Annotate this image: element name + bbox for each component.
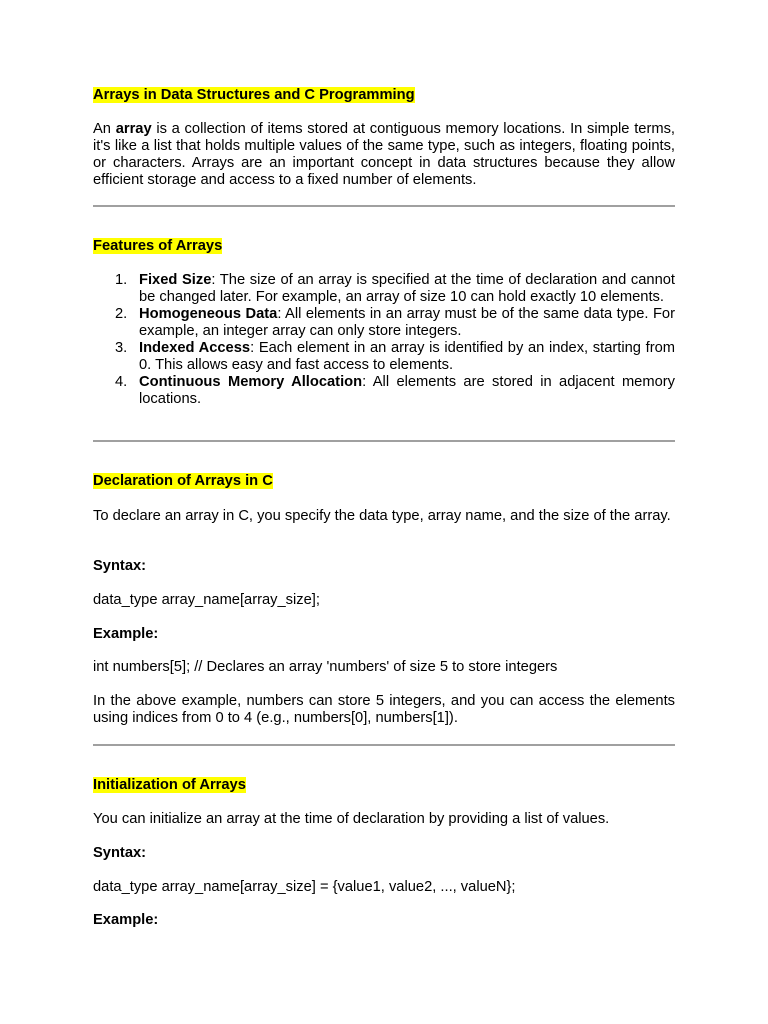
feature-term: Indexed Access	[139, 340, 251, 356]
divider-3	[93, 744, 675, 746]
syntax-code: data_type array_name[array_size];	[93, 592, 320, 608]
feature-item-fixed-size	[93, 272, 675, 306]
section-heading-initialization-text: Initialization of Arrays	[93, 777, 246, 793]
section-heading-initialization	[93, 777, 246, 794]
intro-bold-term: array	[115, 121, 152, 137]
intro-text: is a collection of items stored at contiguous memory locations. In simple terms, it's like a list that holds multiple values of the same type, such as integers, floating points, or characters. Arrays are an important concept in data structures because they allow efficient storage and access to a fixed number of elements.	[93, 121, 675, 188]
feature-term: Fixed Size	[139, 272, 212, 288]
list-number: 2.	[115, 306, 128, 322]
divider-1	[93, 205, 675, 207]
features-list	[93, 272, 675, 408]
list-number: 4.	[115, 374, 128, 390]
section-heading-features-text: Features of Arrays	[93, 238, 223, 254]
feature-text: : All elements are stored in adjacent memory locations.	[139, 374, 675, 407]
feature-text: : The size of an array is specified at the time of declaration and cannot be changed later. For example, an array of size 10 can hold exactly 10 elements.	[139, 272, 675, 305]
example-label-2: Example:	[93, 912, 159, 928]
section-heading-declaration-text: Declaration of Arrays in C	[93, 473, 273, 489]
section-heading-features	[93, 238, 222, 255]
initialization-intro: You can initialize an array at the time of declaration by providing a list of values.	[93, 811, 610, 827]
syntax-code-2: data_type array_name[array_size] = {value1, value2, ..., valueN};	[93, 879, 516, 895]
feature-item-indexed-access	[93, 340, 675, 374]
section-heading-arrays-text: Arrays in Data Structures and C Programming	[93, 87, 415, 103]
syntax-label: Syntax:	[93, 558, 147, 574]
feature-text: : Each element in an array is identified by an index, starting from 0. This allows easy and fast access to elements.	[139, 340, 675, 373]
intro-paragraph	[93, 121, 675, 189]
example-code: int numbers[5]; // Declares an array 'numbers' of size 5 to store integers	[93, 659, 558, 675]
section-heading-arrays	[93, 87, 415, 104]
declaration-intro: To declare an array in C, you specify the data type, array name, and the size of the array.	[93, 508, 671, 524]
syntax-label-2: Syntax:	[93, 845, 147, 861]
intro-prefix: An	[93, 121, 116, 137]
feature-text: : All elements in an array must be of the same data type. For example, an integer array can only store integers.	[139, 306, 675, 339]
section-heading-declaration	[93, 473, 273, 490]
list-number: 1.	[115, 272, 128, 288]
feature-item-homogeneous-data	[93, 306, 675, 340]
example-label: Example:	[93, 626, 159, 642]
feature-term: Continuous Memory Allocation	[139, 374, 363, 390]
declaration-explanation: In the above example, numbers can store 5 integers, and you can access the elements using indices from 0 to 4 (e.g., numbers[0], numbers[1]).	[93, 693, 675, 726]
feature-term: Homogeneous Data	[139, 306, 278, 322]
feature-item-continuous-memory	[93, 374, 675, 408]
list-number: 3.	[115, 340, 128, 356]
divider-2	[93, 440, 675, 442]
